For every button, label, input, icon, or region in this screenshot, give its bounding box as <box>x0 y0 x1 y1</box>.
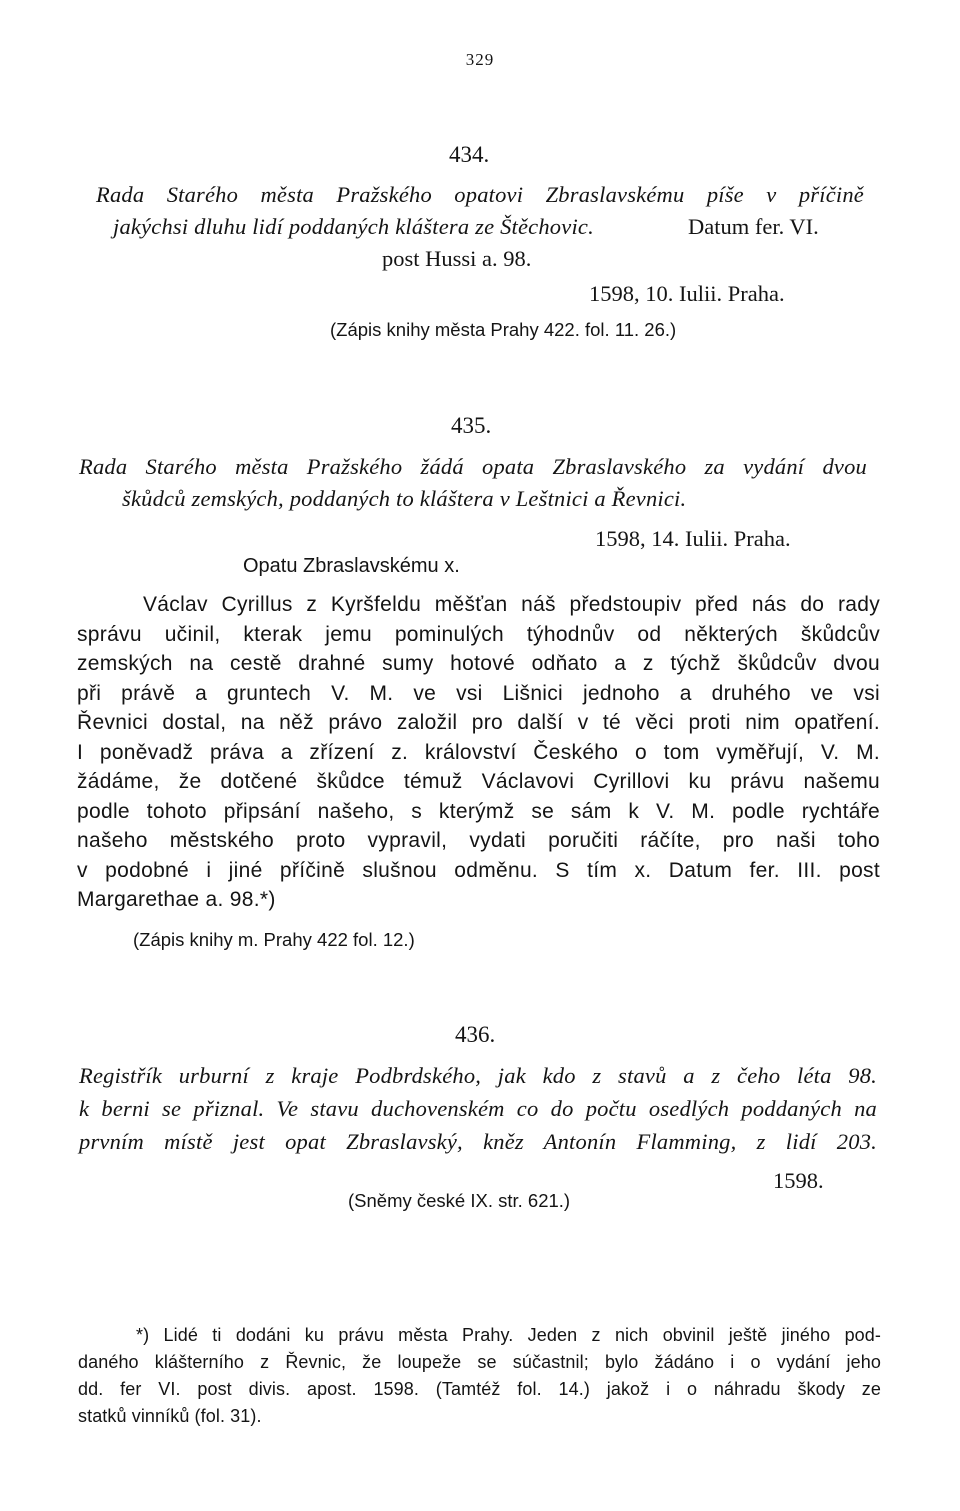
body-line: žádáme, že dotčené škůdce témuž Václavovi Cyrillovi ku právu našemu <box>77 770 880 793</box>
footnote-line: statků vinníků (fol. 31). <box>78 1406 262 1426</box>
entry-435-heading-line-2: škůdců zemských, poddaných to kláštera v Leštnici a Řevnici. <box>122 486 687 511</box>
entry-434-heading-tail-2: post Hussi a. 98. <box>382 246 532 271</box>
body-line: našeho městského proto vypravil, vydati poručiti ráčíte, pro naši toho <box>77 829 880 852</box>
entry-436-number: 436. <box>455 1022 496 1047</box>
footnote-line: dd. fer VI. post divis. apost. 1598. (Tamtéž fol. 14.) jakož i o náhradu škody ze <box>78 1379 881 1399</box>
body-line: zemských na cestě drahné sumy hotové odňato a z týchž škůdcův dvou <box>77 652 880 675</box>
body-line: podle tohoto připsání našeho, s kterýmž se sám k V. M. podle rychtáře <box>77 799 880 823</box>
entry-435-addressee: Opatu Zbraslavskému x. <box>243 555 460 577</box>
page-number: 329 <box>465 50 495 69</box>
entry-436-heading-line-3: prvním místě jest opat Zbraslavský, kněz Antonín Flamming, z lidí 203. <box>79 1129 877 1154</box>
footnote-line: daného klášterního z Řevnic, že loupeže se súčastnil; bylo žádáno i o vydání jeho <box>78 1352 881 1372</box>
entry-436-heading-line-2: k berni se přiznal. Ve stavu duchovenském co do počtu osedlých poddaných na <box>79 1096 877 1121</box>
entry-434-number: 434. <box>449 142 490 167</box>
footnote-line: *) Lidé ti dodáni ku právu města Prahy. Jeden z nich obvinil ještě jiného pod- <box>136 1325 881 1345</box>
entry-434-date-place: 1598, 10. Iulii. Praha. <box>589 281 785 306</box>
entry-436-date-place: 1598. <box>773 1168 824 1193</box>
entry-434-source: (Zápis knihy města Prahy 422. fol. 11. 26.) <box>330 319 677 340</box>
entry-435-heading-line-1: Rada Starého města Pražského žádá opata Zbraslavského za vydání dvou <box>79 454 867 479</box>
footnote <box>78 1322 881 1430</box>
entry-435-source: (Zápis knihy m. Prahy 422 fol. 12.) <box>133 929 415 950</box>
body-line: Řevnici dostal, na něž právo založil pro další v té věci proti nim opatření. <box>77 711 880 734</box>
body-line: v podobné i jiné příčině slušnou odměnu. S tím x. Datum fer. III. post <box>77 858 880 882</box>
body-line: Václav Cyrillus z Kyršfeldu měšťan náš předstoupiv před nás do rady <box>143 593 880 616</box>
entry-435-number: 435. <box>451 413 492 438</box>
entry-434-heading-line-1: Rada Starého města Pražského opatovi Zbraslavskému píše v příčině <box>96 182 864 207</box>
entry-436-source: (Sněmy české IX. str. 621.) <box>348 1190 571 1211</box>
body-line: správu učinil, kterak jemu pominulých týhodnův od některých škůdcův <box>77 622 880 646</box>
entry-435-body <box>77 590 880 915</box>
entry-436-heading-line-1: Registřík urburní z kraje Podbrdského, jak kdo z stavů a z čeho léta 98. <box>79 1063 877 1088</box>
body-line: Margarethae a. 98.*) <box>77 888 276 911</box>
entry-434-heading-line-2: jakýchsi dluhu lidí poddaných kláštera ze Štěchovic. <box>113 214 594 239</box>
entry-435-date-place: 1598, 14. Iulii. Praha. <box>595 526 791 551</box>
body-line: I poněvadž práva a zřízení z. království Českého o tom vyměřují, V. M. <box>77 740 880 764</box>
body-line: při právě a gruntech V. M. ve vsi Lišnici jednoho a druhého ve vsi <box>77 681 880 705</box>
entry-434-heading-tail: Datum fer. VI. <box>688 214 819 239</box>
